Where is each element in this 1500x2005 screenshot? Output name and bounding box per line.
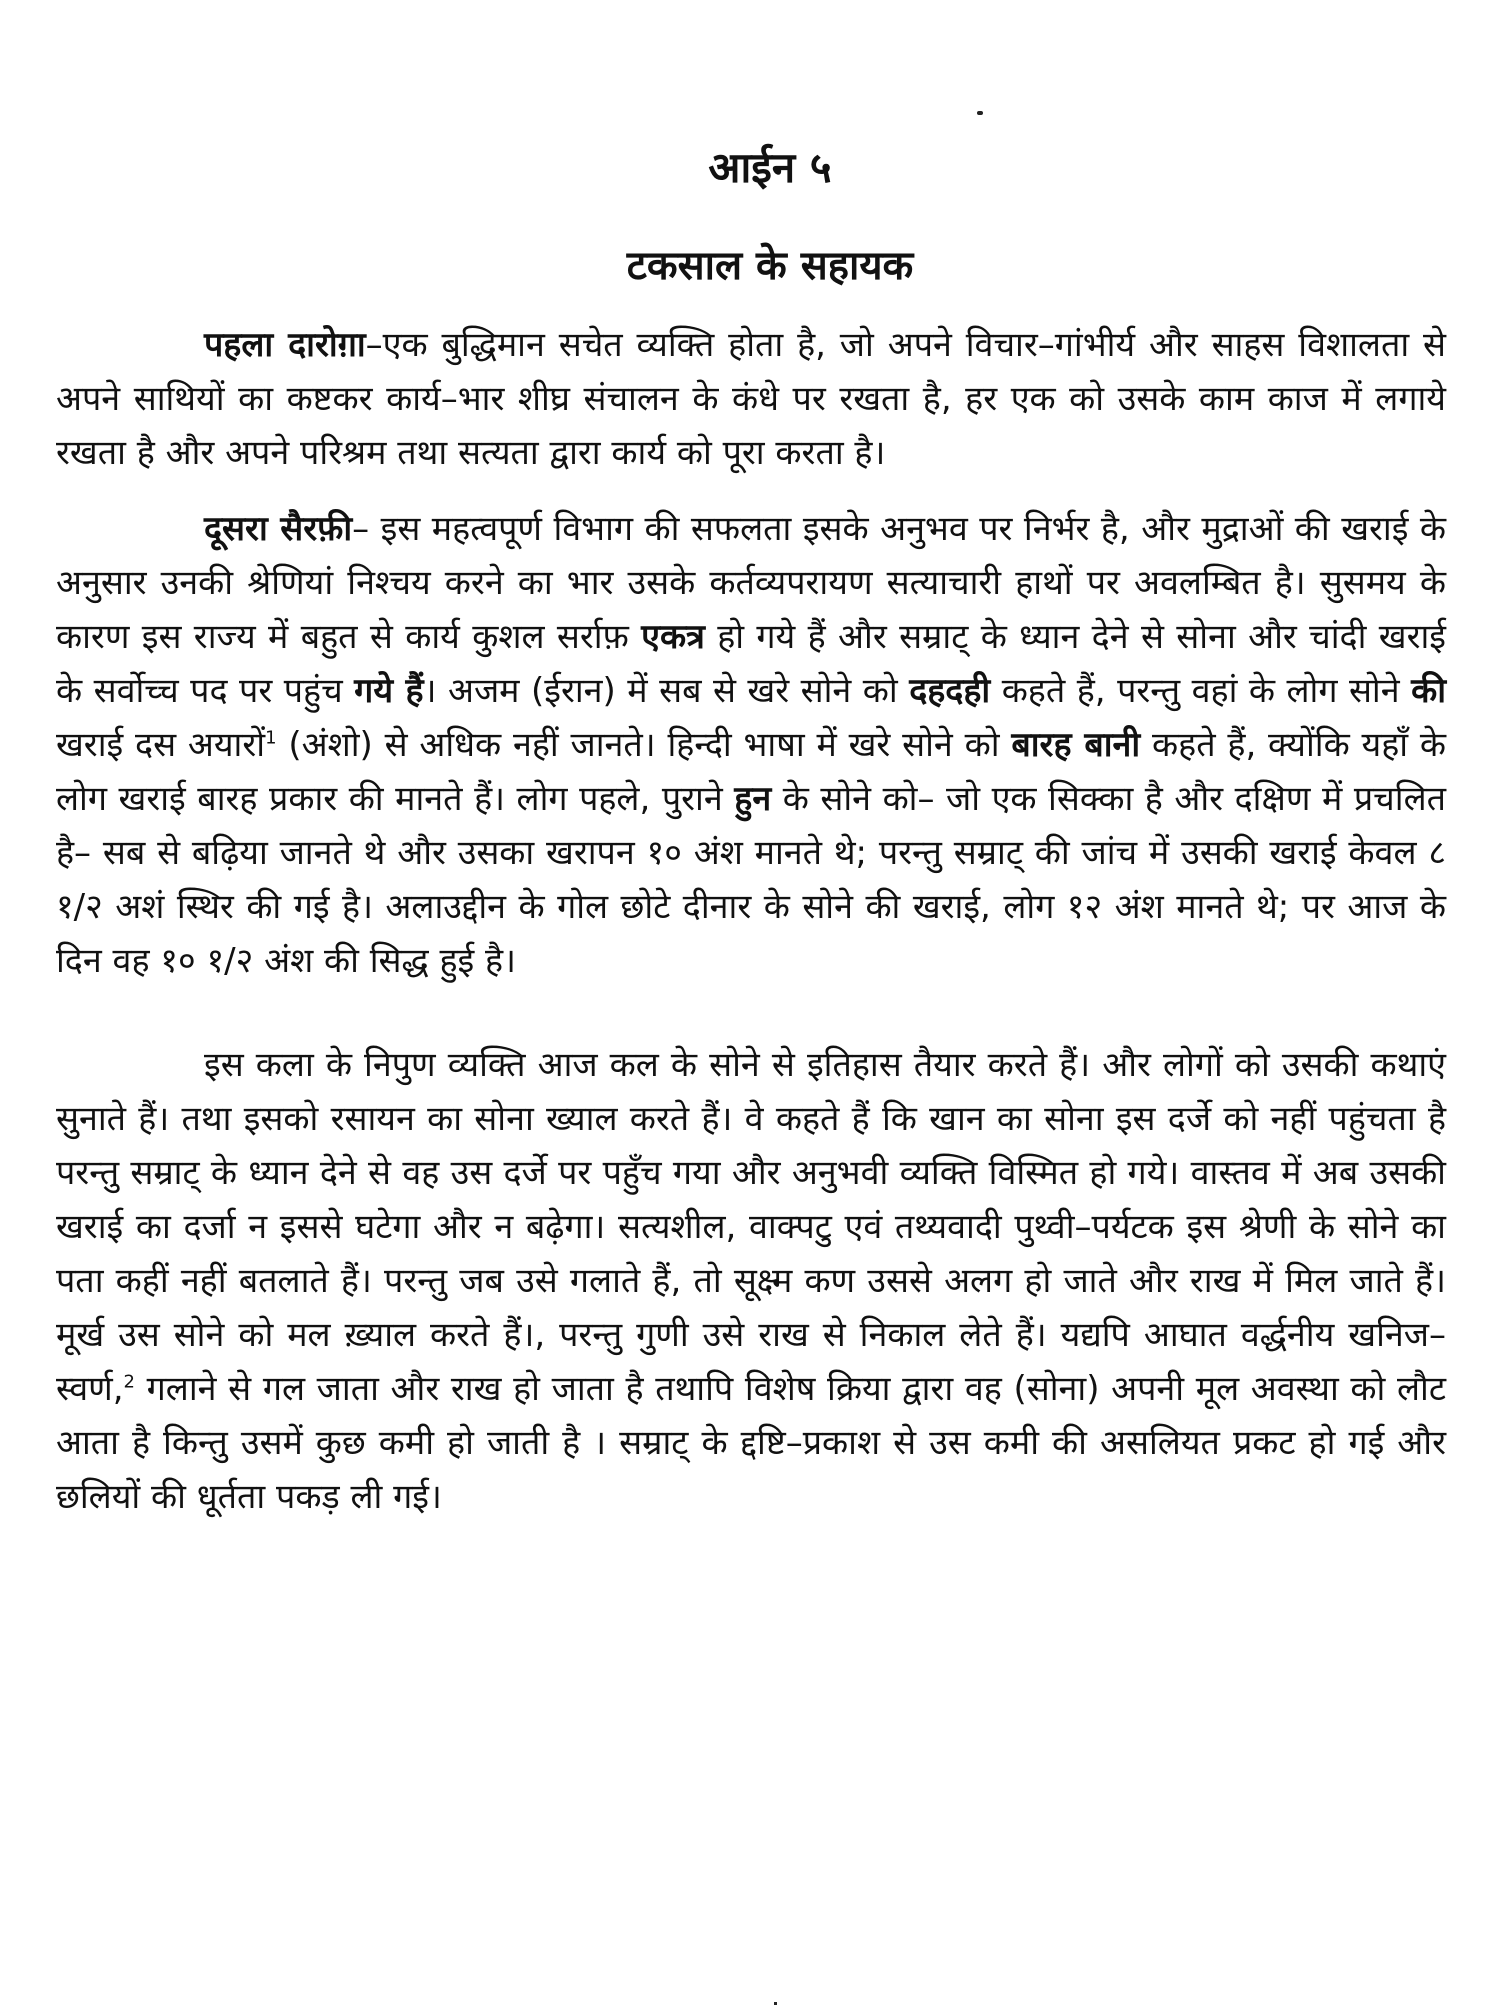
paragraph-gold-craft bbox=[56, 1038, 1446, 1524]
bold-text: की bbox=[1411, 671, 1447, 711]
term-hun: हुन bbox=[734, 779, 772, 819]
paragraph-first-daroga bbox=[56, 318, 1446, 480]
paragraph-text: गलाने से गल जाता और राख हो जाता है तथापि विशेष क्रिया द्वारा वह (सोना) अपनी मूल अवस्था को लौट आता है किन्तु उसमें कुछ कमी हो जाती है । सम्राट् के द्दष्टि–प्रकाश से उस कमी की असलियत प्रकट हो गई और छलियों की धूर्तता पकड़ ली गई। bbox=[56, 1369, 1446, 1517]
bold-text: एकत्र bbox=[641, 617, 705, 657]
paragraph-text: कहते हैं, क्योंकि यहाँ के लोग खराई बारह प्रकार की मानते हैं। लोग पहले, पुराने bbox=[56, 725, 1446, 819]
term-pahla-daroga: पहला दारोग़ा bbox=[204, 325, 366, 365]
paragraph-text: (अंशो) से अधिक नहीं जानते। हिन्दी भाषा में खरे सोने को bbox=[276, 725, 1012, 765]
body-text bbox=[56, 318, 1446, 1524]
paragraph-text: –एक बुद्धिमान सचेत व्यक्ति होता है, जो अपने विचार–गांभीर्य और साहस विशालता से अपने साथियों का कष्टकर कार्य–भार शीघ्र संचालन के कंधे पर रखता है, हर एक को उसके काम काज में लगाये रखता है और अपने परिश्रम तथा सत्यता द्वारा कार्य को पूरा करता है। bbox=[56, 325, 1446, 473]
bold-text: गये हैं bbox=[354, 671, 424, 711]
term-dahdahi: दहदही bbox=[909, 671, 991, 711]
footnote-marker: 2 bbox=[123, 1371, 135, 1393]
scan-speck bbox=[977, 111, 983, 115]
paragraph-second-sairafi bbox=[56, 502, 1446, 988]
footnote-marker: 1 bbox=[265, 727, 277, 749]
chapter-heading: आईन ५ bbox=[708, 143, 832, 192]
paragraph-text: इस कला के निपुण व्यक्ति आज कल के सोने से इतिहास तैयार करते हैं। और लोगों को उसकी कथाएं सुनाते हैं। तथा इसको रसायन का सोना ख्याल करते हैं। वे कहते हैं कि खान का सोना इस दर्जे को नहीं पहुंचता है परन्तु सम्राट् के ध्यान देने से वह उस दर्जे पर पहुँच गया और अनुभवी व्यक्ति विस्मित हो गये। वास्तव में अब उसकी खराई का दर्जा न इससे घटेगा और न बढ़ेगा। सत्यशील, वाक्पटु एवं तथ्यवादी पुथ्वी–पर्यटक इस श्रेणी के सोने का पता कहीं नहीं बतलाते हैं। परन्तु जब उसे गलाते हैं, तो सूक्ष्म कण उससे अलग हो जाते और राख में मिल जाते हैं। मूर्ख उस सोने को मल ख़्याल करते हैं।, परन्तु गुणी उसे राख से निकाल लेते हैं। यद्यपि आघात वर्द्धनीय खनिज–स्वर्ण, bbox=[56, 1045, 1446, 1409]
paragraph-text: खराई दस अयारों bbox=[56, 725, 266, 765]
paragraph-text: – इस महत्वपूर्ण विभाग की सफलता इसके अनुभव पर निर्भर है, और मुद्राओं की खराई के अनुसार उनकी श्रेणियां निश्चय करने का भार उसके कर्तव्यपरायण सत्याचारी हाथों पर अवलम्बित है। सुसमय के कारण इस राज्य में बहुत से कार्य कुशल सर्राफ़ bbox=[56, 509, 1447, 657]
paragraph-text: । अजम (ईरान) में सब से खरे सोने को bbox=[423, 671, 910, 711]
paragraph-text: हो गये हैं और सम्राट् के ध्यान देने से सोना और चांदी खराई के सर्वोच्च पद पर पहुंच bbox=[56, 617, 1446, 711]
paragraph-text: कहते हैं, परन्तु वहां के लोग सोने bbox=[990, 671, 1412, 711]
page-title: टकसाल के सहायक bbox=[626, 243, 914, 289]
term-doosra-sairafi: दूसरा सैरफ़ी bbox=[204, 509, 353, 549]
term-barah-bani: बारह बानी bbox=[1011, 725, 1141, 765]
paragraph-text: के सोने को– जो एक सिक्का है और दक्षिण में प्रचलित है– सब से बढ़िया जानते थे और उसका खरापन १० अंश मानते थे; परन्तु सम्राट् की जांच में उसकी खराई केवल ८ १/२ अशं स्थिर की गई है। अलाउद्दीन के गोल छोटे दीनार के सोने की खराई, लोग १२ अंश मानते थे; पर आज के दिन वह १० १/२ अंश की सिद्ध हुई है। bbox=[56, 779, 1447, 981]
